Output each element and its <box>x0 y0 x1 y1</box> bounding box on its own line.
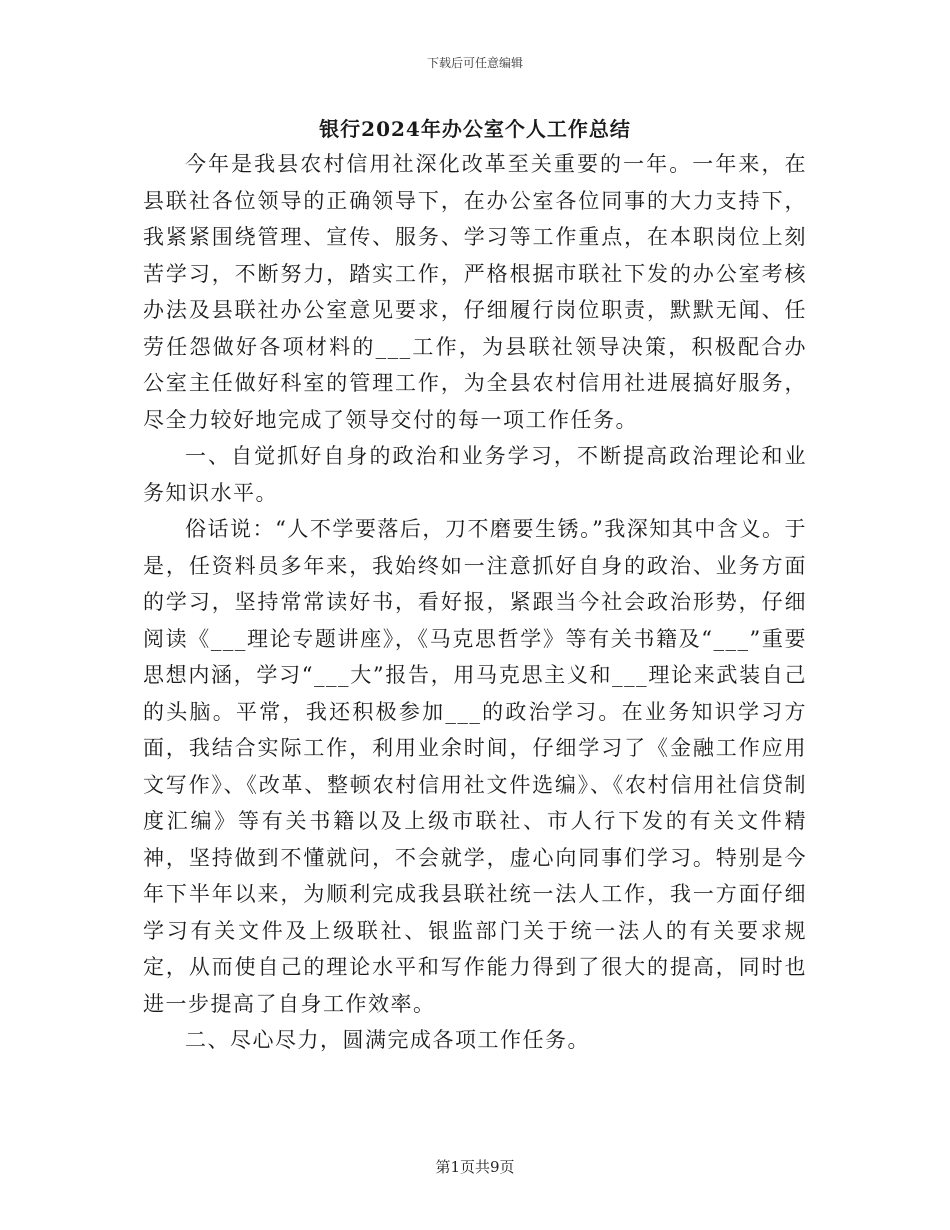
page-number: 第1页共9页 <box>435 1158 515 1176</box>
paragraph-intro: 今年是我县农村信用社深化改革至关重要的一年。一年来，在县联社各位领导的正确领导下，在办公室各位同事的大力支持下，我紧紧围绕管理、宣传、服务、学习等工作重点，在本职岗位上刻苦学习，不断努力，踏实工作，严格根据市联社下发的办公室考核办法及县联社办公室意见要求，仔细履行岗位职责，默默无闻、任劳任怨做好各项材料的___工作，为县联社领导决策，积极配合办公室主任做好科室的管理工作，为全县农村信用社进展搞好服务，尽全力较好地完成了领导交付的每一项工作任务。 <box>143 152 807 432</box>
document-body <box>143 146 807 1059</box>
document-title: 银行2024年办公室个人工作总结 <box>319 117 631 141</box>
section-heading-1: 一、自觉抓好自身的政治和业务学习，不断提高政治理论和业务知识水平。 <box>143 444 807 505</box>
paragraph-study: 俗话说：“人不学要落后，刀不磨要生锈。”我深知其中含义。于是，任资料员多年来，我始终如一注意抓好自身的政治、业务方面的学习，坚持常常读好书，看好报，紧跟当今社会政治形势，仔细阅读《___理论专题讲座》，《马克思哲学》等有关书籍及“___”重要思想内涵，学习“___大”报告，用马克思主义和___理论来武装自己的头脑。平常，我还积极参加___的政治学习。在业务知识学习方面，我结合实际工作，利用业余时间，仔细学习了《金融工作应用文写作》、《改革、整顿农村信用社文件选编》、《农村信用社信贷制度汇编》等有关书籍以及上级市联社、市人行下发的有关文件精神，坚持做到不懂就问，不会就学，虚心向同事们学习。特别是今年下半年以来，为顺利完成我县联社统一法人工作，我一方面仔细学习有关文件及上级联社、银监部门关于统一法人的有关要求规定，从而使自己的理论水平和写作能力得到了很大的提高，同时也进一步提高了自身工作效率。 <box>143 517 807 1016</box>
section-heading-2: 二、尽心尽力，圆满完成各项工作任务。 <box>185 1028 590 1052</box>
header-note: 下载后可任意编辑 <box>426 56 523 70</box>
